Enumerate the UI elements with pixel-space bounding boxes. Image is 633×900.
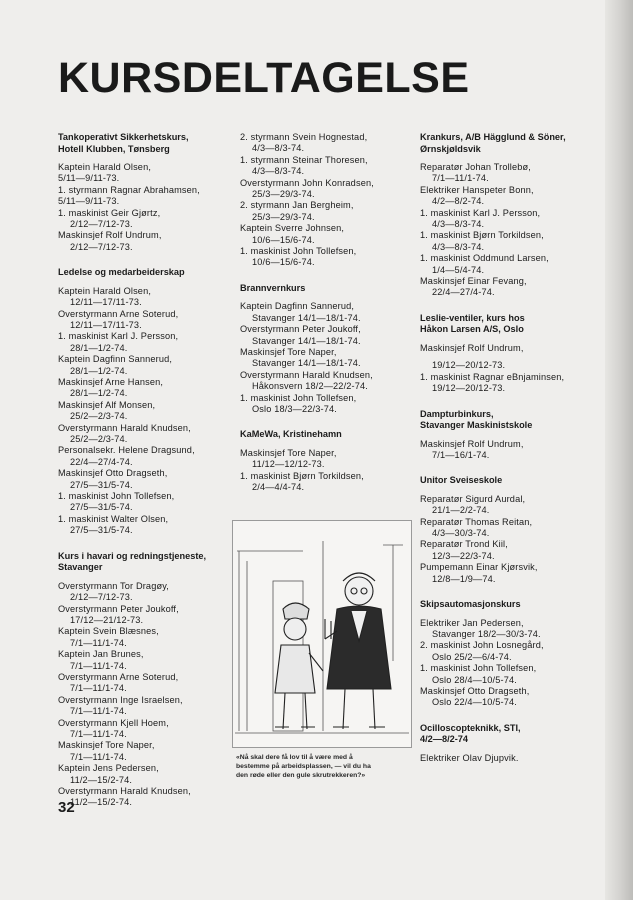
participant-line: Maskinsjef Tore Naper, [240,447,337,458]
course-heading [420,409,598,432]
course-heading-line: Stavanger [58,562,103,573]
course-section [420,723,598,764]
participant-line: 2. styrmann Jan Bergheim, [240,200,354,211]
participant-line: Reparatør Johan Trollebø, [420,162,531,172]
participant-line: 28/1—1/2-74. [70,342,128,353]
participant-line: Maskinsjef Tore Naper, [58,740,155,751]
participant-line: Overstyrmann Harald Knudsen, [58,786,191,796]
course-heading-line: Ørnskjøldsvik [420,143,481,154]
participant-line: 7/1—11/1-74. [70,751,127,762]
caption-line: bestemme på arbeidsplassen, — vil du ha [236,763,371,770]
participant-line: Maskinsjef Einar Fevang, [420,276,527,287]
course-section [420,132,598,299]
participant-line: 7/1—11/1-74. [432,173,489,184]
participant-line: 5/11—9/11-73. [58,196,120,207]
participant-line: 22/4—27/4-74. [432,287,495,298]
participant-line: Stavanger 18/2—30/3-74. [432,628,541,639]
course-heading-line: Stavanger Maskinistskole [420,420,533,430]
participant-line: 1. maskinist Karl J. Persson, [58,331,179,342]
course-heading-line: Hotell Klubben, Tønsberg [58,143,170,154]
course-heading-line: Dampturbinkurs, [420,408,494,419]
course-heading-line: Ocilloscopteknikk, STI, [420,722,521,733]
participant-line: 1. maskinist Ragnar eBnjaminsen, [420,371,565,382]
participant-line: 1. maskinist Geir Gjørtz, [58,207,161,218]
participant-line: 27/5—31/5-74. [70,525,133,536]
participant-line: 12/3—22/3-74. [432,550,495,561]
participant-line: 4/3—8/3-74. [432,241,485,252]
participant-line: Kaptein Harald Olsen, [58,162,152,172]
participant-line: 2/12—7/12-73. [70,592,133,603]
course-heading [58,551,228,574]
participant-line: Reparatør Thomas Reitan, [420,516,533,527]
participant-line: 7/1—11/1-74. [70,728,127,739]
participant-line: 21/1—2/2-74. [432,505,490,516]
participant-line: 25/2—2/3-74. [70,411,128,422]
participant-line: Maskinsjef Rolf Undrum, [58,230,162,241]
participant-line: 7/1—11/1-74. [70,706,127,717]
participant-line: 25/3—29/3-74. [252,211,315,222]
course-section [240,283,410,416]
participant-line: 1. maskinist Bjørn Torkildsen, [240,470,364,481]
page-title: KURSDELTAGELSE [58,54,470,102]
participant-line: Maskinsjef Otto Dragseth, [420,686,530,696]
cartoon-caption [236,753,412,780]
participant-line: 1. maskinist John Tollefsen, [240,392,357,403]
participant-line: 1/4—5/4-74. [432,264,485,275]
participant-line: Kaptein Dagfinn Sannerud, [240,301,355,312]
participant-line: 27/5—31/5-74. [70,479,133,490]
participant-line: Kaptein Jan Brunes, [58,649,144,660]
participant-line: Overstyrmann Arne Soterud, [58,308,179,319]
participant-line: Reparatør Sigurd Aurdal, [420,493,526,504]
participant-line: 11/2—15/2-74. [70,774,133,785]
course-heading [420,723,598,746]
participant-line: 19/12—20/12-73. [432,360,506,371]
participant-line: 10/6—15/6-74. [252,234,315,245]
course-section [420,409,598,462]
participant-line: 1. maskinist Oddmund Larsen, [420,253,549,264]
participant-line: 19/12—20/12-73. [432,383,506,394]
course-section [58,132,228,253]
participant-line: 1. maskinist Bjørn Torkildsen, [420,230,544,241]
participant-line: 10/6—15/6-74. [252,257,315,268]
participant-line: Overstyrmann John Konradsen, [240,177,374,188]
course-section [58,551,228,809]
participant-line: Stavanger 14/1—18/1-74. [252,335,361,346]
course-heading-line: Kurs i havari og redningstjeneste, [58,550,207,561]
course-heading-line: 4/2—8/2-74 [420,734,469,745]
participant-line: Stavanger 14/1—18/1-74. [252,358,361,369]
participant-line: Maskinsjef Otto Dragseth, [58,468,168,479]
participant-line: Pumpemann Einar Kjørsvik, [420,562,538,573]
participant-line: Håkonsvern 18/2—22/2-74. [252,381,368,392]
caption-line: den røde eller den gule skrutrekkeren?» [236,772,366,779]
participant-line: Overstyrmann Harald Knudsen, [240,369,373,380]
participant-line: 1. styrmann Steinar Thoresen, [240,154,368,165]
participant-line: 11/2—15/2-74. [70,797,133,808]
participant-line: 4/2—8/2-74. [432,196,485,207]
course-heading-line: Unitor Sveiseskole [420,475,503,486]
course-heading [58,132,228,155]
course-heading-line: KaMeWa, Kristinehamn [240,429,342,440]
page-number: 32 [58,799,75,816]
participant-line: 4/3—8/3-74. [252,143,305,154]
course-heading [420,313,598,336]
course-heading [420,599,598,611]
participant-line: 27/5—31/5-74. [70,502,133,513]
boss-figure [325,573,391,729]
participant-line: 2. maskinist John Losnegård, [420,640,544,651]
participant-line: 12/11—17/11-73. [70,319,142,330]
participant-line: Overstyrmann Harald Knudsen, [58,422,191,433]
participant-line: Maskinsjef Tore Naper, [240,347,337,357]
participant-line: 2/12—7/12-73. [70,219,133,230]
course-heading [240,283,410,295]
participant-line: Stavanger 14/1—18/1-74. [252,312,361,323]
participant-line: 1. styrmann Ragnar Abrahamsen, [58,184,200,195]
participant-line: Elektriker Jan Pedersen, [420,617,524,628]
participant-line: 2. styrmann Svein Hognestad, [240,132,368,142]
participant-line: Overstyrmann Tor Dragøy, [58,580,169,591]
participant-line: Personalsekr. Helene Dragsund, [58,445,195,456]
worker-figure [275,603,323,729]
course-heading-line: Ledelse og medarbeiderskap [58,267,185,278]
caption-line: «Nå skal dere få lov til å være med å [236,754,353,761]
participant-line: Overstyrmann Kjell Hoem, [58,717,169,728]
course-heading [240,429,410,441]
cartoon-drawing [233,521,411,747]
participant-line: Maskinsjef Rolf Undrum, [420,342,524,353]
participant-line: 25/2—2/3-74. [70,434,128,445]
participant-line: 28/1—1/2-74. [70,365,128,376]
participant-line: Kaptein Svein Blæsnes, [58,626,159,637]
cartoon-illustration [232,520,412,748]
participant-line: Maskinsjef Alf Monsen, [58,399,156,410]
participant-line: 1. maskinist Karl J. Persson, [420,207,541,218]
participant-line: Maskinsjef Arne Hansen, [58,377,164,387]
course-heading-line: Håkon Larsen A/S, Oslo [420,324,524,335]
course-heading-line: Tankoperativt Sikkerhetskurs, [58,132,189,142]
participant-line: 1. maskinist Walter Olsen, [58,513,169,524]
column-left [58,132,228,823]
participant-line: Oslo 28/4—10/5-74. [432,674,517,685]
participant-line: Overstyrmann Peter Joukoff, [58,603,179,614]
column-middle [240,132,410,508]
participant-line: Maskinsjef Rolf Undrum, [420,438,524,449]
participant-line: Oslo 22/4—10/5-74. [432,697,517,708]
participant-line: Overstyrmann Arne Soterud, [58,671,179,682]
page-edge-shadow [605,0,633,900]
participant-line: Kaptein Dagfinn Sannerud, [58,354,173,365]
participant-line: 4/3—30/3-74. [432,528,490,539]
participant-line: 7/1—11/1-74. [70,683,127,694]
participant-line: 11/12—12/12-73. [252,459,325,470]
participant-line: 25/3—29/3-74. [252,189,315,200]
participant-line: 1. maskinist John Tollefsen, [240,246,357,257]
column-right [420,132,598,778]
participant-line: Overstyrmann Inge Israelsen, [58,694,183,705]
course-heading [58,267,228,279]
course-heading-line: Leslie-ventiler, kurs hos [420,312,525,323]
participant-line: Oslo 18/3—22/3-74. [252,404,337,415]
participant-line: 12/8—1/9—74. [432,573,496,584]
participant-line: 4/3—8/3-74. [432,219,485,230]
course-section [420,475,598,585]
participant-line: 2/12—7/12-73. [70,241,133,252]
participant-line: Elektriker Hanspeter Bonn, [420,184,534,195]
course-section [420,313,598,395]
course-section [240,429,410,493]
participant-line: 5/11—9/11-73. [58,173,120,184]
participant-line: Overstyrmann Peter Joukoff, [240,324,361,335]
participant-line: Kaptein Sverre Johnsen, [240,223,345,234]
participant-line: 12/11—17/11-73. [70,297,142,308]
participant-line: 7/1—16/1-74. [432,449,490,460]
course-heading [420,132,598,155]
participant-line: Oslo 25/2—6/4-74. [432,651,512,662]
participant-line: Kaptein Jens Pedersen, [58,763,159,774]
participant-line: 7/1—11/1-74. [70,637,127,648]
participant-line: Kaptein Harald Olsen, [58,285,152,296]
participant-line: 2/4—4/4-74. [252,482,305,493]
participant-line: Elektriker Olav Djupvik. [420,752,519,763]
course-section [240,132,410,269]
participant-line: 7/1—11/1-74. [70,660,127,671]
participant-line: 22/4—27/4-74. [70,456,133,467]
course-section [58,267,228,536]
course-section [420,599,598,709]
participant-line: Reparatør Trond Kiil, [420,539,508,550]
participant-line: 28/1—1/2-74. [70,388,128,399]
participant-line: 4/3—8/3-74. [252,166,305,177]
participant-line: 1. maskinist John Tollefsen, [58,491,175,502]
course-heading-line: Skipsautomasjonskurs [420,599,521,610]
participant-line: 1. maskinist John Tollefsen, [420,663,537,674]
course-heading [420,475,598,487]
course-heading-line: Krankurs, A/B Hägglund & Söner, [420,132,566,142]
participant-line: 17/12—21/12-73. [70,614,144,625]
course-heading-line: Brannvernkurs [240,282,306,293]
